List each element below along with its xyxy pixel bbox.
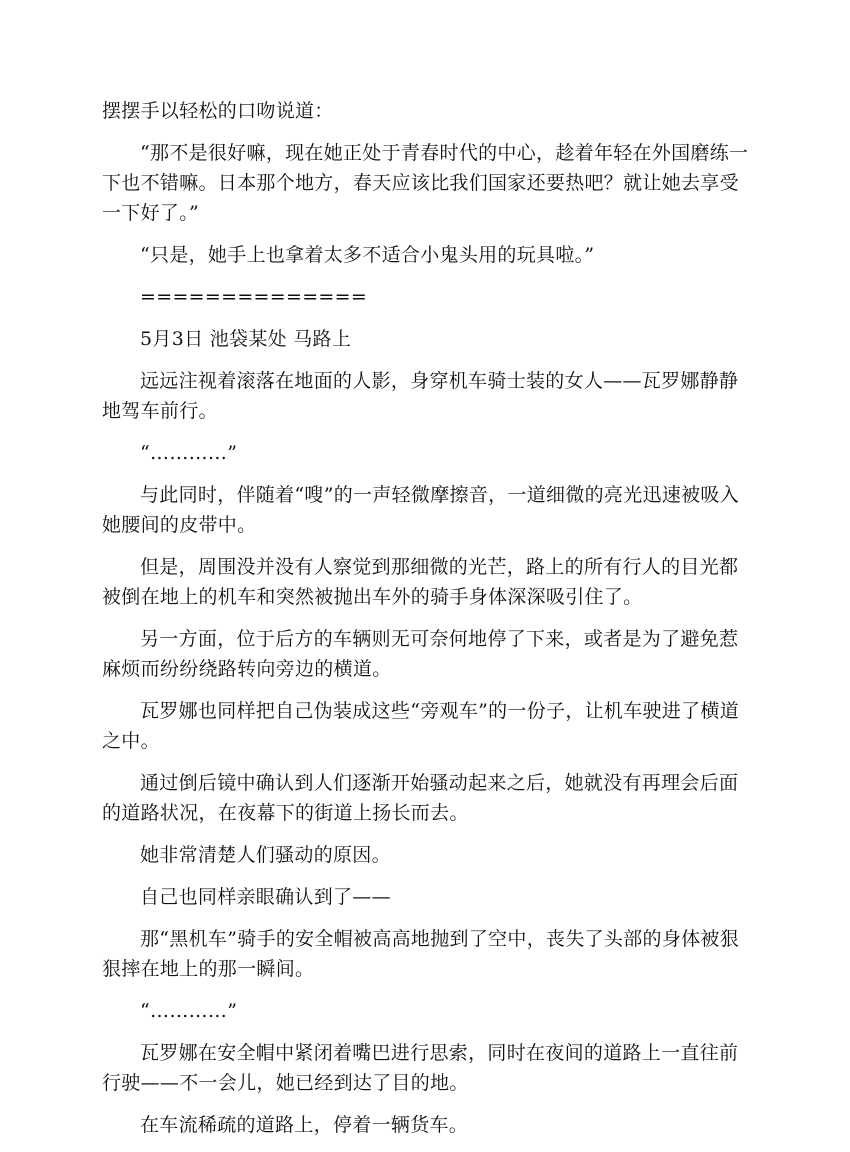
paragraph: 另一方面，位于后方的车辆则无可奈何地停了下来，或者是为了避免惹麻烦而纷纷绕路转向旁边的横道。	[102, 628, 739, 680]
paragraph: “那不是很好嘛，现在她正处于青春时代的中心，趁着年轻在外国磨练一下也不错嘛。日本那个地方，春天应该比我们国家还要热吧？就让她去享受一下好了。”	[102, 142, 749, 224]
paragraph: 与此同时，伴随着“嗖”的一声轻微摩擦音，一道细微的亮光迅速被吸入她腰间的皮带中。	[102, 484, 740, 536]
paragraph: 通过倒后镜中确认到人们逐渐开始骚动起来之后，她就没有再理会后面的道路状况，在夜幕下的街道上扬长而去。	[102, 772, 739, 824]
paragraph: 瓦罗娜在安全帽中紧闭着嘴巴进行思索，同时在夜间的道路上一直往前行驶——不一会儿，她已经到达了目的地。	[102, 1042, 739, 1094]
scene-heading: 5月3日 池袋某处 马路上	[140, 328, 352, 350]
paragraph: 摆摆手以轻松的口吻说道：	[102, 100, 334, 122]
paragraph: “…………”	[140, 1000, 238, 1022]
paragraph: 她非常清楚人们骚动的原因。	[140, 844, 391, 866]
paragraph: “只是，她手上也拿着太多不适合小鬼头用的玩具啦。”	[140, 244, 595, 266]
paragraph: “…………”	[140, 442, 238, 464]
paragraph: 但是，周围没并没有人察觉到那细微的光芒，路上的所有行人的目光都被倒在地上的机车和突然被抛出车外的骑手身体深深吸引住了。	[102, 556, 739, 608]
paragraph: 自己也同样亲眼确认到了——	[140, 886, 391, 908]
document-page	[102, 96, 750, 1152]
paragraph: 那“黑机车”骑手的安全帽被高高地抛到了空中，丧失了头部的身体被狠狠摔在地上的那一瞬间。	[102, 928, 740, 980]
paragraph: 远远注视着滚落在地面的人影，身穿机车骑士装的女人——瓦罗娜静静地驾车前行。	[102, 370, 739, 422]
paragraph: 在车流稀疏的道路上，停着一辆货车。	[140, 1114, 469, 1136]
section-separator: ==============	[140, 286, 368, 308]
paragraph: 瓦罗娜也同样把自己伪装成这些“旁观车”的一份子，让机车驶进了横道之中。	[102, 700, 740, 752]
